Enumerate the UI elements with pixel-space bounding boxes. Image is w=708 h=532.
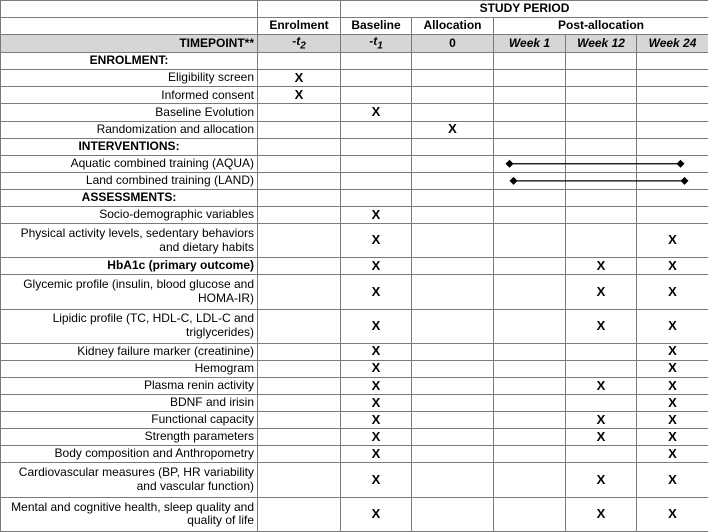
empty-cell [566,343,637,360]
x-mark: X [596,411,606,427]
empty-cell [412,377,494,394]
x-mark: X [371,428,381,444]
empty-cell [566,155,637,172]
section-row-interventions [1,138,708,155]
section-blank-cell [412,189,494,206]
section-title: ASSESSMENTS: [1,189,258,206]
empty-cell [494,104,566,121]
empty-cell [494,309,566,343]
empty-cell [494,446,566,463]
x-mark: X [668,343,677,359]
empty-cell [494,429,566,446]
row-label: Land combined training (LAND) [1,172,258,189]
row-label: Randomization and allocation [1,121,258,138]
empty-cell [494,360,566,377]
mark-cell [566,309,637,343]
row-plasma-renin-activity [1,377,708,394]
empty-cell [258,429,341,446]
empty-cell [258,224,341,258]
row-label: Eligibility screen [1,70,258,87]
mark-cell [341,377,412,394]
empty-cell [566,121,637,138]
section-blank-cell [258,53,341,70]
empty-cell [566,70,637,87]
x-mark: X [596,505,606,521]
row-label: HbA1c (primary outcome) [1,258,258,275]
mark-cell [341,275,412,309]
mark-cell [637,309,708,343]
x-mark: X [596,317,606,333]
mark-cell [412,121,494,138]
empty-cell [412,429,494,446]
section-blank-cell [494,189,566,206]
mark-cell [637,446,708,463]
empty-cell [258,104,341,121]
x-mark: X [371,471,381,487]
timepoint-week-12: Week 12 [566,35,637,53]
mark-cell [637,497,708,531]
section-blank-cell [494,53,566,70]
x-mark: X [371,411,381,427]
header-row-columns [1,18,708,35]
empty-cell [637,121,708,138]
x-mark: X [668,283,677,299]
mark-cell [341,309,412,343]
empty-cell [637,87,708,104]
x-mark: X [294,69,304,85]
mark-cell [566,463,637,497]
header-row-study-period [1,1,708,18]
mark-cell [637,224,708,258]
empty-cell [494,275,566,309]
x-mark: X [668,257,677,273]
empty-cell [566,172,637,189]
empty-cell [494,395,566,412]
mark-cell [566,275,637,309]
empty-cell [341,172,412,189]
row-randomization-and-allocation [1,121,708,138]
x-mark: X [668,317,677,333]
timepoint-enrolment: $-t_2$ [258,35,341,53]
mark-cell [637,412,708,429]
row-glycemic-profile-insulin-blood-glucose-and-homa-ir [1,275,708,309]
row-body-composition-and-anthropometry [1,446,708,463]
x-mark: X [371,317,381,333]
row-hemogram [1,360,708,377]
section-blank-cell [341,189,412,206]
row-label: Functional capacity [1,412,258,429]
mark-cell [341,429,412,446]
mark-cell [566,497,637,531]
mark-cell [637,429,708,446]
empty-cell [412,309,494,343]
mark-cell [341,258,412,275]
x-mark: X [371,343,381,359]
section-blank-cell [258,189,341,206]
section-blank-cell [637,53,708,70]
mark-cell [637,377,708,394]
row-eligibility-screen [1,70,708,87]
empty-cell [258,207,341,224]
row-label: Strength parameters [1,429,258,446]
empty-cell [412,275,494,309]
empty-cell [412,104,494,121]
empty-cell [494,497,566,531]
empty-cell [341,70,412,87]
empty-cell [412,155,494,172]
empty-cell [412,258,494,275]
empty-cell [258,412,341,429]
col-enrolment: Enrolment [258,18,341,35]
row-hba1c-primary-outcome [1,258,708,275]
empty-cell [412,395,494,412]
mark-cell [566,412,637,429]
mark-cell [341,343,412,360]
row-label: Socio-demographic variables [1,207,258,224]
empty-cell [637,155,708,172]
col-post-allocation: Post-allocation [494,18,708,35]
empty-cell [494,377,566,394]
row-informed-consent [1,87,708,104]
mark-cell [637,360,708,377]
row-label: Mental and cognitive health, sleep quality and quality of life [1,497,258,531]
empty-cell [494,172,566,189]
empty-cell [566,87,637,104]
mark-cell [637,395,708,412]
row-lipidic-profile-tc-hdl-c-ldl-c-and-triglycerides [1,309,708,343]
row-mental-and-cognitive-health-sleep-quality-and-quality-of-life [1,497,708,531]
mark-cell [637,463,708,497]
empty-cell [494,121,566,138]
x-mark: X [596,471,606,487]
empty-cell [258,275,341,309]
x-mark: X [371,394,381,410]
col-allocation: Allocation [412,18,494,35]
empty-cell [494,258,566,275]
empty-cell [341,155,412,172]
empty-cell [258,172,341,189]
x-mark: X [371,445,381,461]
empty-cell [258,309,341,343]
section-blank-cell [412,53,494,70]
row-aquatic-combined-training-aqua [1,155,708,172]
timepoint-allocation: 0 [412,35,494,53]
empty-cell [412,343,494,360]
row-label: Aquatic combined training (AQUA) [1,155,258,172]
row-label: Baseline Evolution [1,104,258,121]
empty-cell [258,258,341,275]
row-label: Cardiovascular measures (BP, HR variability and vascular function) [1,463,258,497]
x-mark: X [371,505,381,521]
empty-cell [412,70,494,87]
mark-cell [341,104,412,121]
x-mark: X [371,104,381,120]
timepoint-week-1: Week 1 [494,35,566,53]
empty-cell [412,172,494,189]
empty-cell [494,463,566,497]
x-mark: X [668,377,677,393]
schedule-body [1,1,708,532]
empty-cell [412,412,494,429]
mark-cell [341,224,412,258]
empty-cell [494,412,566,429]
empty-cell [341,87,412,104]
blank-corner-2 [1,18,258,35]
row-label: Plasma renin activity [1,377,258,394]
x-mark: X [596,377,606,393]
x-mark: X [668,232,677,248]
mark-cell [566,377,637,394]
mark-cell [566,429,637,446]
empty-cell [412,497,494,531]
row-socio-demographic-variables [1,207,708,224]
x-mark: X [448,121,457,137]
mark-cell [341,497,412,531]
section-blank-cell [412,138,494,155]
empty-cell [637,104,708,121]
row-physical-activity-levels-sedentary-behaviors-and-dietary-habits [1,224,708,258]
empty-cell [566,446,637,463]
x-mark: X [294,86,304,102]
section-row-enrolment [1,53,708,70]
mark-cell [566,258,637,275]
section-blank-cell [637,189,708,206]
blank-enrolment-top [258,1,341,18]
empty-cell [566,104,637,121]
empty-cell [412,224,494,258]
x-mark: X [668,360,677,376]
mark-cell [341,463,412,497]
timepoint-baseline: $-t_1$ [341,35,412,53]
empty-cell [258,155,341,172]
mark-cell [637,258,708,275]
section-blank-cell [341,53,412,70]
col-baseline: Baseline [341,18,412,35]
section-blank-cell [258,138,341,155]
x-mark: X [371,360,381,376]
timepoint-label: TIMEPOINT** [1,35,258,53]
empty-cell [412,463,494,497]
x-mark: X [371,232,381,248]
x-mark: X [596,257,606,273]
empty-cell [412,446,494,463]
empty-cell [637,207,708,224]
section-title: INTERVENTIONS: [1,138,258,155]
empty-cell [258,463,341,497]
empty-cell [341,121,412,138]
section-blank-cell [494,138,566,155]
x-mark: X [668,394,677,410]
row-kidney-failure-marker-creatinine [1,343,708,360]
x-mark: X [371,206,381,222]
x-mark: X [596,428,606,444]
mark-cell [637,343,708,360]
x-mark: X [668,428,677,444]
empty-cell [412,360,494,377]
row-label: Lipidic profile (TC, HDL-C, LDL-C and triglycerides) [1,309,258,343]
x-mark: X [371,377,381,393]
empty-cell [258,446,341,463]
blank-corner [1,1,258,18]
row-label: BDNF and irisin [1,395,258,412]
empty-cell [412,207,494,224]
empty-cell [258,377,341,394]
x-mark: X [371,257,381,273]
row-functional-capacity [1,412,708,429]
mark-cell [341,395,412,412]
empty-cell [258,395,341,412]
x-mark: X [668,505,677,521]
row-label: Kidney failure marker (creatinine) [1,343,258,360]
x-mark: X [596,283,606,299]
x-mark: X [668,411,677,427]
empty-cell [494,224,566,258]
empty-cell [412,87,494,104]
mark-cell [341,207,412,224]
row-label: Glycemic profile (insulin, blood glucose and HOMA-IR) [1,275,258,309]
empty-cell [494,343,566,360]
empty-cell [494,70,566,87]
x-mark: X [668,471,677,487]
empty-cell [566,207,637,224]
row-land-combined-training-land [1,172,708,189]
mark-cell [341,360,412,377]
empty-cell [258,497,341,531]
section-blank-cell [566,53,637,70]
mark-cell [341,446,412,463]
mark-cell [341,412,412,429]
empty-cell [637,172,708,189]
row-strength-parameters [1,429,708,446]
section-blank-cell [637,138,708,155]
row-baseline-evolution [1,104,708,121]
empty-cell [258,343,341,360]
timepoint-week-24: Week 24 [637,35,708,53]
mark-cell [637,275,708,309]
row-label: Physical activity levels, sedentary behaviors and dietary habits [1,224,258,258]
row-bdnf-and-irisin [1,395,708,412]
mark-cell [258,70,341,87]
empty-cell [566,395,637,412]
empty-cell [494,87,566,104]
row-cardiovascular-measures-bp-hr-variability-and-vascular-function [1,463,708,497]
empty-cell [566,224,637,258]
empty-cell [637,70,708,87]
empty-cell [258,121,341,138]
empty-cell [258,360,341,377]
empty-cell [494,155,566,172]
study-period-heading: STUDY PERIOD [341,1,708,18]
x-mark: X [668,445,677,461]
row-label: Informed consent [1,87,258,104]
section-row-assessments [1,189,708,206]
row-label: Hemogram [1,360,258,377]
x-mark: X [371,283,381,299]
mark-cell [258,87,341,104]
row-label: Body composition and Anthropometry [1,446,258,463]
empty-cell [494,207,566,224]
header-row-timepoints [1,35,708,53]
empty-cell [566,360,637,377]
section-blank-cell [566,189,637,206]
section-blank-cell [566,138,637,155]
section-blank-cell [341,138,412,155]
section-title: ENROLMENT: [1,53,258,70]
